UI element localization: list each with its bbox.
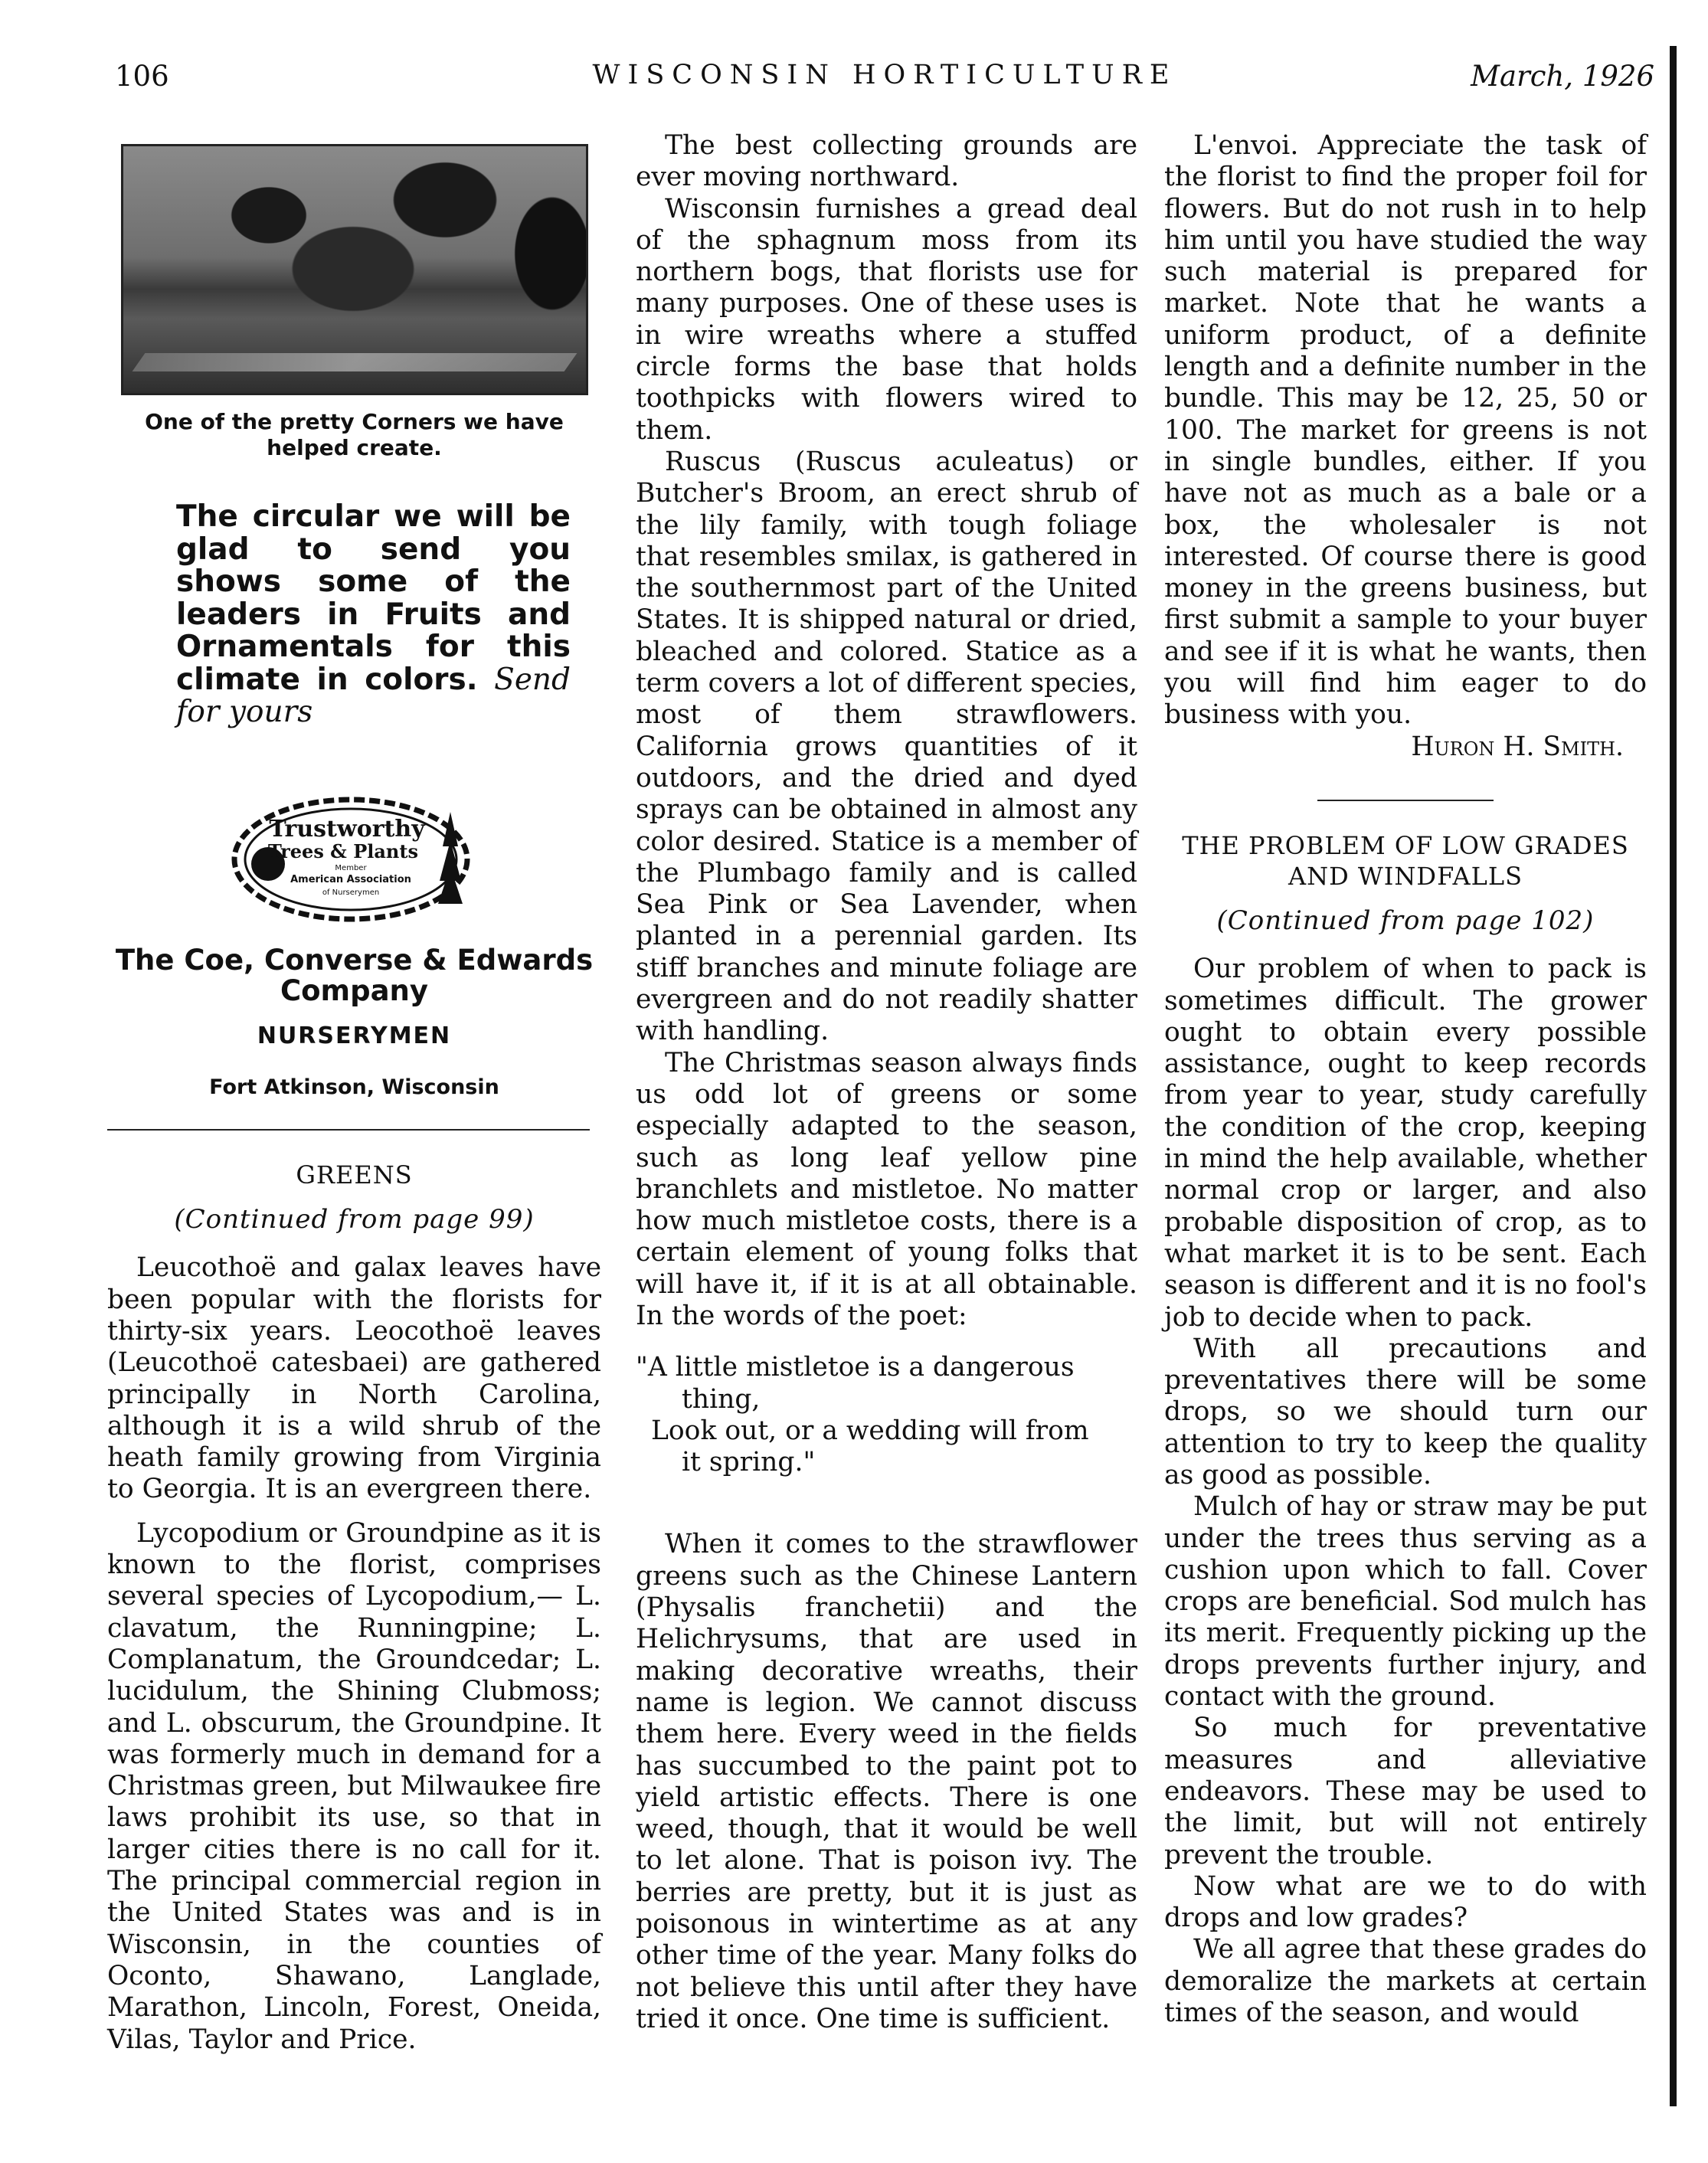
journal-title: WISCONSIN HORTICULTURE (592, 60, 1177, 90)
mistletoe-poem (636, 1352, 1137, 1478)
trustworthy-seal-icon (228, 789, 481, 927)
company-location: Fort Atkinson, Wisconsin (209, 1075, 499, 1099)
greens-title: GREENS (296, 1160, 413, 1190)
low-grades-paragraph: Mulch of hay or straw may be put under the trees thus serving as a cushion upon which to fall. Cover crops are beneficial. Sod mulch has its merit. Frequently picking up the drops prevents further injury, and contact with the ground. (1164, 1491, 1647, 1713)
promo-call-to-action: Send for yours (176, 662, 571, 729)
greens-paragraph: Leucothoë and galax leaves have been popular with the florists for thirty-six years. Leocothoë leaves (Leucothoë catesbaei) are gathered principally in North Carolina, although it is a wild shrub of the heath family growing from Virginia to Georgia. It is an evergreen there. (107, 1252, 601, 1505)
low-grades-paragraph: With all precautions and preventatives there will be some drops, so we should turn our attention to try to keep the quality as good as possible. (1164, 1333, 1647, 1491)
low-grades-title: THE PROBLEM OF LOW GRADES AND WINDFALLS (1182, 830, 1629, 891)
low-grades-paragraph: We all agree that these grades do demoralize the markets at certain times of the season, and would (1164, 1934, 1647, 2029)
poem-line: Look out, or a wedding will from (651, 1415, 1089, 1446)
company-trade: NURSERYMEN (257, 1022, 452, 1049)
greens-paragraph: Ruscus (Ruscus aculeatus) or Butcher's Broom, an erect shrub of the lily family, with tough foliage that resembles smilax, is gathered in the southernmost part of the United States. It is shipped natural or dried, bleached and colored. Statice as a term covers a lot of different species, most of them strawflowers. California grows quantities of it outdoors, and the dried and dyed sprays can be obtained in almost any color desired. Statice is a member of the Plumbago family and is called Sea Pink or Sea Lavender, when planted in a perennial garden. Its stiff branches and minute foliage are evergreen and do not readily shatter with handling. (636, 446, 1137, 1047)
author-signature: Huron H. Smith. (1411, 731, 1624, 762)
promo-body: The circular we will be glad to send you shows some of the leaders in Fruits and Ornamentals for this climate in colors. (176, 499, 571, 697)
low-grades-paragraph: Now what are we to do with drops and low grades? (1164, 1870, 1647, 1934)
running-header (115, 60, 1654, 106)
page-number: 106 (115, 60, 169, 93)
greens-paragraph: L'envoi. Appreciate the task of the florist to find the proper foil for flowers. But do not rush in to help him until you have studied the way such material is prepared for market. Note that he wants a uniform product, of a definite length and a definite number in the bundle. This may be 12, 25, 50 or 100. The market for greens is not in single bundles, either. If you have not as much as a bale or a box, the wholesaler is not interested. Of course there is good money in the greens business, but first submit a sample to your buyer and see if it is what he wants, then you will find him eager to do business with you. (1164, 130, 1647, 731)
low-grades-paragraph: Our problem of when to pack is sometimes difficult. The grower ought to obtain every possible assistance, ought to keep records from year to year, study carefully the condition of the crop, keeping in mind the help available, whether normal crop or larger, and also probable disposition of crop, as to what market it is to be sent. Each season is different and it is no fool's job to decide when to pack. (1164, 954, 1647, 1333)
poem-line: "A little mistletoe is a dangerous (636, 1352, 1075, 1383)
promo-text (176, 501, 571, 729)
issue-date: March, 1926 (1471, 60, 1654, 93)
poem-line: it spring." (682, 1447, 816, 1478)
page-edge-rule (1670, 46, 1677, 2106)
logo-association: American Association (290, 873, 411, 885)
logo-line-1: Trustworthy (268, 815, 425, 843)
greens-paragraph: The Christmas season always finds us odd lot of greens or some especially adapted to the season, such as long leaf yellow pine branchlets and mistletoe. No matter how much mistletoe costs, there is a certain element of young folks that will have it, if it is at all obtainable. In the words of the poet: (636, 1047, 1137, 1331)
greens-paragraph: When it comes to the strawflower greens such as the Chinese Lantern (Physalis franchetii) and the Helichrysums, that are used in making decorative wreaths, their name is legion. We cannot discuss them here. Every weed in the fields has succumbed to the paint pot to yield artistic effects. There is one weed, though, that it would be well to let alone. That is poison ivy. The berries are pretty, but it is just as poisonous in wintertime as at any other time of the year. Many folks do not believe this until after they have tried it once. One time is sufficient. (636, 1529, 1137, 2034)
section-divider (107, 1129, 590, 1131)
greens-continued: (Continued from page 99) (174, 1204, 535, 1235)
logo-line-2: Trees & Plants (267, 839, 418, 862)
trustworthy-logo (107, 789, 601, 927)
nursery-advert (107, 144, 601, 1103)
garden-corner-photo (121, 144, 588, 395)
photo-caption: One of the pretty Corners we have helped create. (145, 409, 564, 460)
column-1 (107, 130, 601, 2056)
greens-paragraph: Lycopodium or Groundpine as it is known to the florist, comprises several species of Lycopodium,— L. clavatum, the Runningpine; L. Complanatum, the Groundcedar; L. lucidulum, the Shining Clubmoss; and L. obscurum, the Groundpine. It was formerly much in demand for a Christmas green, but Milwaukee fire laws prohibit its use, so that in larger cities there is no call for it. The principal commercial region in the United States was and is in Wisconsin, in the counties of Oconto, Shawano, Langlade, Marathon, Lincoln, Forest, Oneida, Vilas, Taylor and Price. (107, 1517, 601, 2055)
greens-paragraph: Wisconsin furnishes a gread deal of the sphagnum moss from its northern bogs, that florists use for many purposes. One of these uses is in wire wreaths where a stuffed circle forms the base that holds toothpicks with flowers wired to them. (636, 193, 1137, 446)
column-2 (636, 130, 1137, 2035)
low-grades-continued: (Continued from page 102) (1216, 905, 1595, 936)
company-name: The Coe, Converse & Edwards Company (115, 943, 594, 1007)
greens-paragraph: The best collecting grounds are ever moving northward. (636, 130, 1137, 193)
column-3 (1164, 130, 1647, 2029)
logo-member: Member (334, 863, 367, 872)
low-grades-paragraph: So much for preventative measures and alleviative endeavors. These may be used to the limit, but will not entirely prevent the trouble. (1164, 1713, 1647, 1870)
logo-of-nurserymen: of Nurserymen (322, 888, 379, 897)
section-divider (1317, 800, 1494, 801)
poem-line: thing, (682, 1383, 761, 1415)
